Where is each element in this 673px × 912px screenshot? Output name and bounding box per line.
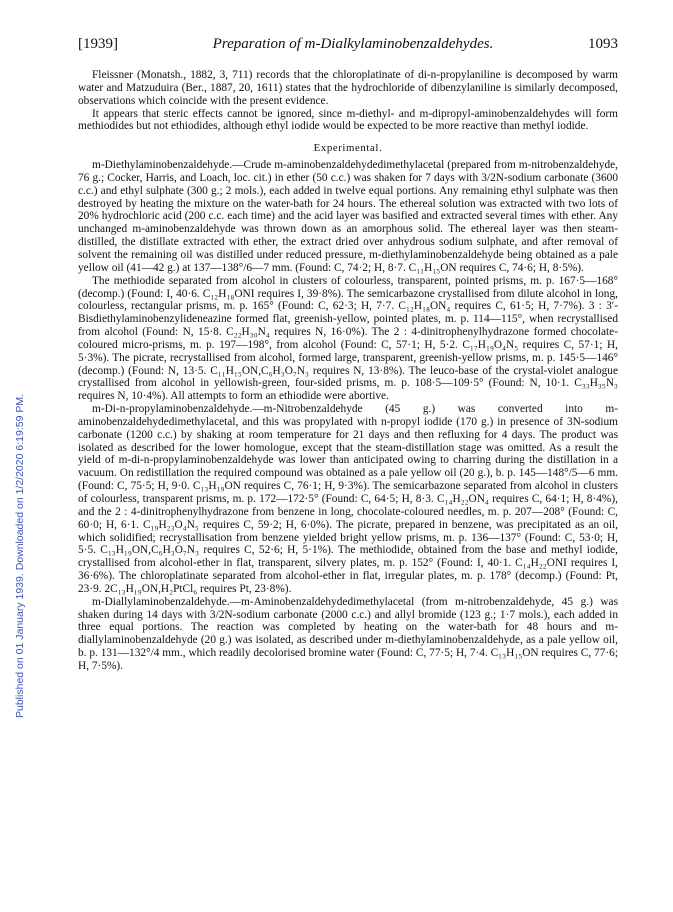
experimental-paragraph: m-Di-n-propylaminobenzaldehyde.—m-Nitrobenzaldehyde (45 g.) was converted into m-aminobenzaldehydedimethylacetal, and this was propylated with n-propyl iodide (170 g.) in presence of 3N-sodium carbonate (1200 c.c.) by shaking at room temperature for 21 days and then refluxing for 4 days. The product was isolated as described for the lower homologue, except that the steam-distillation stage was omitted. As a result the yield of m-di-n-propylaminobenzaldehyde was lower than anticipated owing to charring during the distillation in a vacuum. On redistillation the required compound was obtained as a pale yellow oil (20 g.), b. p. 145—148°/5—6 mm. (Found: C, 75·5; H, 9·0. C₁₃H₁₉ON requires C, 76·1; H, 9·3%). The semicarbazone separated from alcohol in clusters of colourless, transparent prisms, m. p. 172—172·5° (Found: C, 64·5; H, 8·3. C₁₄H₂₂ON₄ requires C, 64·1; H, 8·4%), and the 2 : 4-dinitrophenylhydrazone from benzene in long, chocolate-coloured needles, m. p. 207—208° (Found: C, 60·0; H, 6·1. C₁₉H₂₃O₄N₅ requires C, 59·2; H, 6·0%). The picrate, prepared in benzene, was precipitated as an oil, which solidified; recrystallisation from benzene yielded bright yellow prisms, m. p. 136—137° (Found: C, 53·0; H, 5·5. C₁₃H₁₉ON,C₆H₃O₇N₃ requires C, 52·6; H, 5·1%). The methiodide, obtained from the base and methyl iodide, crystallised from alcohol-ether in flat, transparent, silvery plates, m. p. 152° (Found: I, 40·1. C₁₄H₂₂ONI requires I, 36·6%). The chloroplatinate separated from alcohol-ether in flat, irregular plates, m. p. 178° (decomp.) (Found: Pt, 23·9. 2C₁₃H₁₉ON,H₂PtCl₆ requires Pt, 23·8%). bbox=[78, 403, 618, 595]
page bbox=[78, 36, 618, 673]
header-year: [1939] bbox=[78, 36, 118, 52]
experimental-paragraph: m-Diethylaminobenzaldehyde.—Crude m-aminobenzaldehydedimethylacetal (prepared from m-nitrobenzaldehyde, 76 g.; Cocker, Harris, and Loach, loc. cit.) in ether (50 c.c.) was shaken for 7 days with 3/2N-sodium carbonate (3600 c.c.) and ethyl sulphate (300 g.; 2 mols.), each added in twelve equal portions. Any remaining ethyl sulphate was then destroyed by heating the mixture on the water-bath for 24 hours. The ethereal solution was extracted with two lots of 20% hydrochloric acid (200 c.c. each time) and the acid layer was basified and extracted several times with ether. Any unchanged m-aminobenzaldehyde was thrown down as an amorphous solid. The ethereal layer was then steam-distilled, the distillate extracted with ether, the extract dried over anhydrous sodium sulphate, and after removal of solvent the remaining oil was distilled under reduced pressure, m-diethylaminobenzaldehyde being obtained as a pale yellow oil (41—42 g.) at 137—138°/6—7 mm. (Found: C, 74·2; H, 8·7. C₁₁H₁₅ON requires C, 74·6; H, 8·5%). bbox=[78, 159, 618, 274]
page-number: 1093 bbox=[588, 36, 618, 52]
experimental-paragraph: The methiodide separated from alcohol in clusters of colourless, transparent, pointed prisms, m. p. 167·5—168° (decomp.) (Found: I, 40·6. C₁₂H₁₈ONI requires I, 39·8%). The semicarbazone crystallised from dilute alcohol in long, colourless, rectangular prisms, m. p. 165° (Found: C, 62·3; H, 7·7. C₁₂H₁₈ON₄ requires C, 61·5; H, 7·7%). 3 : 3′-Bisdiethylaminobenzylideneazine formed flat, greenish-yellow, pointed plates, m. p. 114—115°, when recrystallised from alcohol (Found: N, 15·8. C₂₂H₃₀N₄ requires N, 16·0%). The 2 : 4-dinitrophenylhydrazone formed chocolate-coloured micro-prisms, m. p. 197—198°, from alcohol (Found: C, 57·1; H, 5·2. C₁₇H₁₉O₄N₅ requires C, 57·1; H, 5·3%). The picrate, recrystallised from alcohol, formed large, transparent, greenish-yellow prisms, m. p. 145·5—146° (decomp.) (Found: N, 13·5. C₁₁H₁₅ON,C₆H₃O₇N₃ requires N, 13·8%). The leuco-base of the crystal-violet analogue crystallised from alcohol in yellowish-green, four-sided prisms, m. p. 108·5—109·5° (Found: N, 10·1. C₃₃H₃₅N₃ requires N, 10·4%). All attempts to form an ethiodide were abortive. bbox=[78, 274, 618, 403]
intro-paragraph: It appears that steric effects cannot be ignored, since m-diethyl- and m-dipropyl-aminobenzaldehydes will form methiodides but not ethiodides, although ethyl iodide would be expected to be more reactive than methyl iodide. bbox=[78, 107, 618, 133]
intro-paragraph: Fleissner (Monatsh., 1882, 3, 711) records that the chloroplatinate of di-n-propylaniline is decomposed by warm water and Matzuduira (Ber., 1887, 20, 1611) states that the hydrochloride of dibenzylaniline is similarly decomposed, observations which coincide with the present evidence. bbox=[78, 69, 618, 107]
page-header bbox=[78, 36, 618, 53]
header-title: Preparation of m-Dialkylaminobenzaldehydes. bbox=[212, 36, 494, 52]
side-note-text: Published on 01 January 1939. Downloaded on 1/2/2020 6:19:59 PM. bbox=[14, 394, 26, 718]
body-text bbox=[78, 69, 618, 673]
section-heading: Experimental. bbox=[313, 142, 383, 155]
side-note bbox=[14, 178, 28, 718]
experimental-paragraph: m-Diallylaminobenzaldehyde.—m-Aminobenzaldehydedimethylacetal (from m-nitrobenzaldehyde, 45 g.) was shaken during 14 days with 3/2N-sodium carbonate (2000 c.c.) and allyl bromide (123 g.; 1·7 mols.), each added in three equal portions. The reaction was completed by heating on the water-bath for 48 hours and m-diallylaminobenzaldehyde (20 g.) was isolated, as described under m-diethylaminobenzaldehyde, as a pale yellow oil, b. p. 131—132°/4 mm., which readily decolorised bromine water (Found: C, 77·5; H, 7·4. C₁₃H₁₅ON requires C, 77·6; H, 7·5%). bbox=[78, 595, 618, 672]
